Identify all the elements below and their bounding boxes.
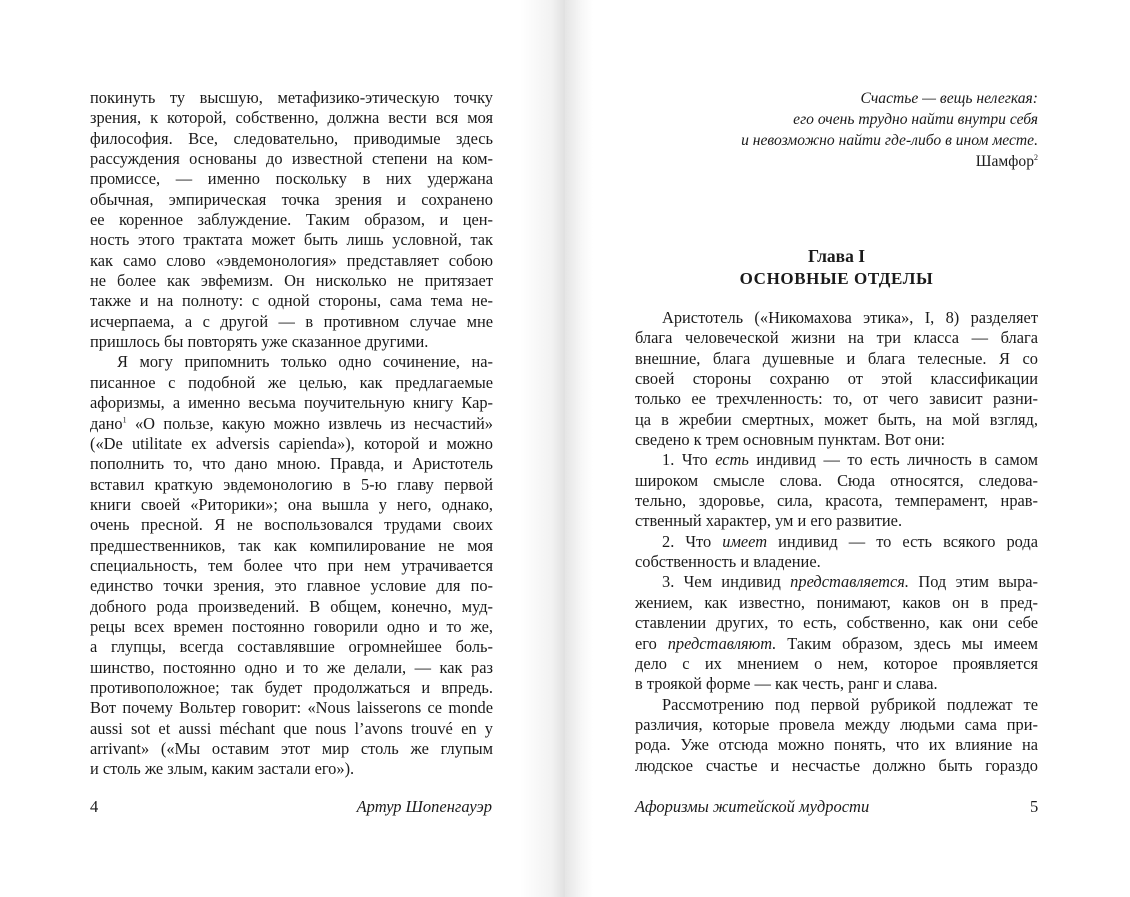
- text-line: зрения, к которой, собственно, должна вести вся моя: [90, 108, 493, 128]
- chapter-title: ОСНОВНЫЕ ОТДЕЛЫ: [739, 269, 934, 288]
- text-line: aussi sot et aussi méchant que nous l’avons trouvé en y: [90, 718, 493, 738]
- text-run: Под этим выра-: [909, 572, 1038, 592]
- text-line: ставлении других, то есть, собственно, как они себе: [635, 613, 1038, 633]
- text-run: дано: [90, 413, 123, 433]
- gutter-shadow-left: [520, 0, 565, 897]
- emphasis: представляют.: [667, 633, 777, 653]
- text-line: сведено к трем основным пунктам. Вот они:: [635, 430, 946, 450]
- text-line: [635, 634, 1038, 654]
- text-line: покинуть ту высшую, метафизико-этическую точку: [90, 88, 493, 107]
- epigraph-author: [618, 151, 1038, 172]
- text-line: только ее трехчленность: то, от чего зависит разни-: [635, 389, 1038, 409]
- text-line: в троякой форме — как честь, ранг и слава.: [635, 674, 938, 694]
- text-line: широком смысле слова. Сюда относятся, следова-: [635, 470, 1038, 490]
- epigraph: [618, 88, 1038, 172]
- text-line: обычная, эмпирическая точка зрения и сохранено: [90, 189, 493, 209]
- text-line: и столь же злым, каким застали его»).: [90, 759, 355, 779]
- left-running-title: Артур Шопенгауэр: [356, 797, 492, 816]
- text-line: шинство, постоянно одно и то же делали, — как раз: [90, 657, 493, 677]
- text-line: дело с их мнением о нем, которое проявляется: [635, 653, 1038, 673]
- text-line: философия. Все, следовательно, приводимые здесь: [90, 128, 493, 148]
- right-running-title: Афоризмы житейской мудрости: [635, 797, 870, 816]
- emphasis: представляется.: [790, 572, 909, 592]
- text-line: [90, 414, 493, 434]
- left-page-body: [90, 88, 493, 780]
- text-line: ее коренное заблуждение. Таким образом, и цен-: [90, 210, 493, 230]
- text-run: «О пользе, какую можно извлечь из несчастий»: [126, 413, 493, 433]
- text-line: как само слово «эвдемонология» представляет собою: [90, 250, 493, 270]
- text-line: специальность, тем более что при нем утрачивается: [90, 555, 493, 575]
- text-run: его: [635, 633, 668, 653]
- epigraph-footnote-mark: 2: [1034, 152, 1038, 162]
- text-line: книги своей «Риторики»; она вышла у него, однако,: [90, 494, 493, 514]
- text-line: [635, 532, 1038, 552]
- left-page-number: 4: [90, 797, 99, 816]
- text-line: внешние, блага душевные и блага телесные. Я со: [635, 348, 1038, 368]
- text-run: индивид — то есть личность в самом: [748, 450, 1038, 470]
- text-line: рецы всех времен постоянно говорили одно и то же,: [90, 616, 493, 636]
- text-line: добного рода произведений. В общем, конечно, муд-: [90, 596, 493, 616]
- emphasis: имеет: [722, 531, 768, 551]
- text-line: различия, которые провела между людьми сама при-: [635, 714, 1038, 734]
- text-line: («De utilitate ex adversis capienda»), которой и можно: [90, 433, 493, 453]
- text-line: arrivant» («Мы оставим этот мир столь же глупым: [90, 739, 493, 758]
- text-line: тельно, здоровье, сила, красота, темперамент, нрав-: [635, 491, 1038, 511]
- text-run: Таким образом, здесь мы имеем: [776, 633, 1038, 653]
- text-line: ственный характер, ум и его развитие.: [635, 511, 903, 531]
- text-line: пополнить то, что дано мною. Правда, и Аристотель: [90, 454, 493, 474]
- right-page-number: 5: [1030, 797, 1039, 816]
- text-run: индивид — то есть всякого рода: [767, 531, 1038, 551]
- text-line: ца в жребии смертных, может быть, на мой взгляд,: [635, 409, 1038, 429]
- text-line: а глупцы, всегда составлявшие огромнейшее боль-: [90, 637, 493, 657]
- gutter-shadow-right: [565, 0, 593, 897]
- text-line: рода. Уже отсюда можно понять, что их влияние на: [635, 735, 1038, 755]
- text-line: Аристотель («Никомахова этика», I, 8) разделяет: [662, 308, 1038, 327]
- epigraph-line: Счастье — вещь нелегкая:: [860, 90, 1038, 107]
- text-line: Я могу припомнить только одно сочинение, на-: [117, 352, 493, 372]
- text-line: предшественников, так как компилирование не моя: [90, 535, 493, 555]
- text-line: исчерпаема, а с другой — в противном случае мне: [90, 311, 493, 331]
- text-line: [635, 450, 1038, 470]
- text-line: Рассмотрению под первой рубрикой подлежат те: [662, 694, 1038, 714]
- text-line: пришлось бы повторять уже сказанное другими.: [90, 332, 429, 352]
- text-line: своей стороны сохраню от этой классификации: [635, 369, 1038, 389]
- text-line: собственность и владение.: [635, 552, 821, 572]
- chapter-number: Глава I: [807, 246, 866, 266]
- text-line: рассуждения основаны до известной степени на ком-: [90, 149, 493, 169]
- epigraph-line: его очень трудно найти внутри себя: [793, 111, 1038, 128]
- footnote-mark: 1: [122, 415, 127, 425]
- text-line: очень пресной. Я не воспользовался трудами своих: [90, 515, 493, 535]
- text-line: [635, 572, 1038, 592]
- emphasis: есть: [715, 450, 749, 470]
- epigraph-line: и невозможно найти где-либо в ином месте.: [741, 132, 1038, 149]
- text-run: 1. Что: [662, 450, 716, 470]
- text-line: ность этого трактата может быть лишь условной, так: [90, 230, 493, 250]
- text-run: 3. Чем индивид: [662, 572, 791, 592]
- text-line: противоположное; так будет продолжаться и впредь.: [90, 677, 493, 697]
- text-line: также и на полноту: с одной стороны, сама тема не-: [90, 291, 493, 311]
- text-line: единство точки зрения, это главное условие для по-: [90, 576, 493, 596]
- right-page-body: [635, 308, 1038, 776]
- text-line: писанное с подобной же целью, как предлагаемые: [90, 372, 493, 392]
- epigraph-author-name: Шамфор: [975, 153, 1034, 170]
- text-line: афоризмы, а именно весьма поучительную книгу Кар-: [90, 393, 493, 413]
- text-line: Вот почему Вольтер говорит: «Nous laisserons ce monde: [90, 698, 493, 718]
- text-run: 2. Что: [662, 531, 723, 551]
- text-line: людское счастье и несчастье должно быть гораздо: [635, 755, 1038, 775]
- text-line: вставил краткую эвдемонологию в 5-ю главу первой: [90, 474, 493, 494]
- text-line: жением, как известно, понимают, каков он в пред-: [635, 592, 1038, 612]
- text-line: блага человеческой жизни на три класса — блага: [635, 328, 1038, 348]
- text-line: промиссе, — именно поскольку в них удержана: [90, 169, 493, 189]
- text-line: не более как эвфемизм. Он нисколько не притязает: [90, 271, 493, 291]
